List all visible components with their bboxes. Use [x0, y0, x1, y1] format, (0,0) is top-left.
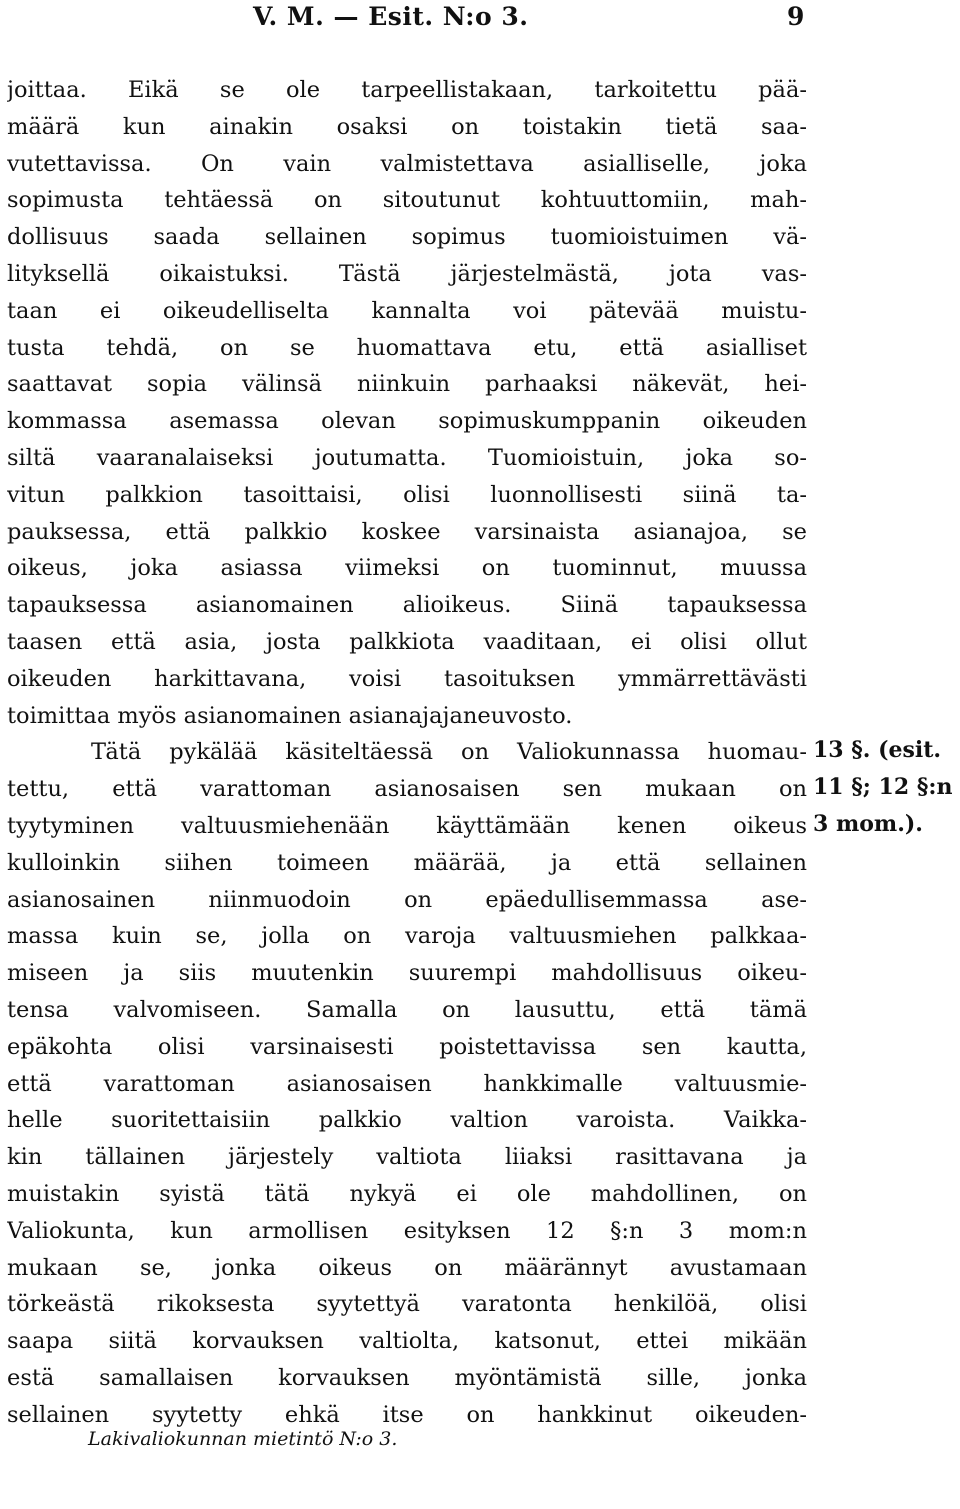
- text-line: oikeuden harkittavana, voisi tasoituksen ymmärrettävästi: [7, 665, 807, 692]
- text-line: saapa siitä korvauksen valtiolta, katsonut, ettei mikään: [7, 1328, 807, 1355]
- text-line: pauksessa, että palkkio koskee varsinaista asianajoa, se: [7, 518, 807, 545]
- text-line: asianosainen niinmuodoin on epäedullisemmassa ase-: [7, 886, 807, 913]
- text-line: mukaan se, jonka oikeus on määrännyt avustamaan: [7, 1254, 807, 1281]
- text-line: Tätä pykälää käsiteltäessä on Valiokunnassa huomau-: [91, 739, 807, 766]
- text-line: sellainen syytetty ehkä itse on hankkinut oikeuden-: [7, 1401, 807, 1428]
- margin-note: [813, 732, 959, 842]
- text-line: tettu, että varattoman asianosaisen sen mukaan on: [7, 776, 807, 803]
- text-line: törkeästä rikoksesta syytettyä varatonta henkilöä, olisi: [7, 1291, 807, 1318]
- text-line: massa kuin se, jolla on varoja valtuusmiehen palkkaa-: [7, 923, 807, 950]
- text-line: muistakin syistä tätä nykyä ei ole mahdollinen, on: [7, 1180, 807, 1207]
- text-line: joittaa. Eikä se ole tarpeellistakaan, tarkoitettu pää-: [7, 77, 807, 103]
- text-line: kulloinkin siihen toimeen määrää, ja että sellainen: [7, 849, 807, 876]
- margin-note-line: 11 §; 12 §:n: [813, 773, 953, 800]
- text-line: taasen että asia, josta palkkiota vaaditaan, ei olisi ollut: [7, 628, 807, 655]
- text-line: kommassa asemassa olevan sopimuskumppanin oikeuden: [7, 408, 807, 435]
- text-line: taan ei oikeudelliselta kannalta voi pätevää muistu-: [7, 297, 807, 324]
- margin-note-line: 3 mom.).: [813, 810, 923, 837]
- text-line: estä samallaisen korvauksen myöntämistä sille, jonka: [7, 1364, 807, 1391]
- page-footer: Lakivaliokunnan mietintö N:o 3.: [88, 1428, 398, 1450]
- text-line: lityksellä oikaistuksi. Tästä järjestelmästä, jota vas-: [7, 260, 807, 287]
- text-line: toimittaa myös asianomainen asianajajaneuvosto.: [7, 702, 573, 729]
- page-number: 9: [787, 2, 805, 31]
- running-title: V. M. — Esit. N:o 3.: [253, 2, 529, 31]
- text-line: tapauksessa asianomainen alioikeus. Siinä tapauksessa: [7, 592, 807, 619]
- text-line: sopimusta tehtäessä on sitoutunut kohtuuttomiin, mah-: [7, 187, 807, 214]
- text-line: vitun palkkion tasoittaisi, olisi luonnollisesti siinä ta-: [7, 481, 807, 508]
- text-line: saattavat sopia välinsä niinkuin parhaaksi näkevät, hei-: [7, 371, 807, 398]
- text-line: oikeus, joka asiassa viimeksi on tuominnut, muussa: [7, 555, 807, 582]
- text-line: Valiokunta, kun armollisen esityksen 12 §:n 3 mom:n: [7, 1217, 807, 1244]
- text-line: dollisuus saada sellainen sopimus tuomioistuimen vä-: [7, 224, 807, 251]
- text-line: vutettavissa. On vain valmistettava asialliselle, joka: [7, 150, 807, 177]
- margin-note-line: 13 §. (esit.: [813, 737, 942, 763]
- text-line: tusta tehdä, on se huomattava etu, että asialliset: [7, 334, 807, 361]
- text-line: tyytyminen valtuusmiehenään käyttämään kenen oikeus: [7, 812, 807, 839]
- text-line: tensa valvomiseen. Samalla on lausuttu, että tämä: [7, 996, 807, 1023]
- text-line: helle suoritettaisiin palkkio valtion varoista. Vaikka-: [7, 1107, 807, 1134]
- text-line: kin tällainen järjestely valtiota liiaksi rasittavana ja: [7, 1144, 807, 1171]
- body-text: [7, 72, 807, 1433]
- text-line: siltä vaaranalaiseksi joutumatta. Tuomioistuin, joka so-: [7, 444, 807, 471]
- text-line: määrä kun ainakin osaksi on toistakin tietä saa-: [7, 113, 807, 140]
- text-line: että varattoman asianosaisen hankkimalle valtuusmie-: [7, 1070, 807, 1097]
- text-line: miseen ja siis muutenkin suurempi mahdollisuus oikeu-: [7, 960, 807, 987]
- page-header: [0, 2, 960, 42]
- text-line: epäkohta olisi varsinaisesti poistettavissa sen kautta,: [7, 1033, 807, 1060]
